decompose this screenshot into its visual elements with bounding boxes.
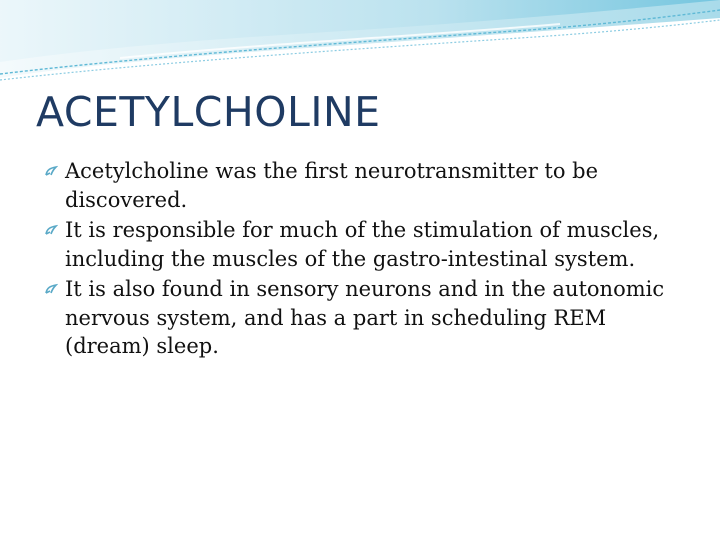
slide-title: ACETYLCHOLINE [36,88,381,136]
header-wave-decoration [0,0,720,90]
bullet-list [44,157,694,363]
bullet-marker-icon [44,224,58,236]
bullet-item [44,216,694,273]
bullet-marker-icon [44,283,58,295]
bullet-item [44,157,694,214]
bullet-text: Acetylcholine was the first neurotransmitter to be discovered. [65,159,599,212]
bullet-marker-icon [44,165,58,177]
bullet-item [44,275,694,361]
bullet-text: It is responsible for much of the stimulation of muscles, including the muscles of the gastro-intestinal system. [65,218,660,271]
bullet-text: It is also found in sensory neurons and in the autonomic nervous system, and has a part in scheduling REM (dream) sleep. [65,277,665,358]
